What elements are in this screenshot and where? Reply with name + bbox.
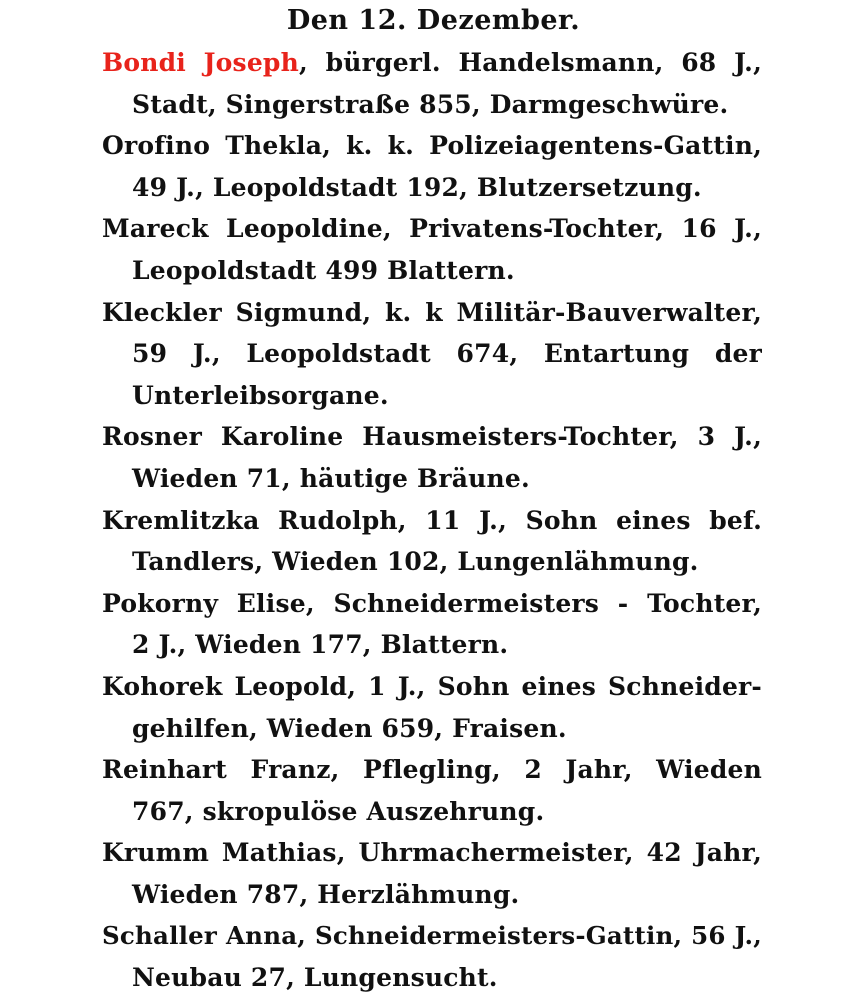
entry-line: Wieden 71, häutige Bräune. <box>132 463 530 493</box>
entry-line: Mareck Leopoldine, Privatens-Tochter, 16 J., <box>102 214 762 244</box>
entry-line: Orofino Thekla, k. k. Polizeiagentens-Gattin, <box>102 131 762 161</box>
entry-line: Kohorek Leopold, 1 J., Sohn eines Schneider- <box>102 671 762 701</box>
entry-line: Wieden 787, Herzlähmung. <box>132 879 520 909</box>
entry-line: Tandlers, Wieden 102, Lungenlähmung. <box>132 547 699 577</box>
entry-line: Krumm Mathias, Uhrmachermeister, 42 Jahr, <box>102 838 762 868</box>
register-entry <box>102 915 762 998</box>
entry-line: gehilfen, Wieden 659, Fraisen. <box>132 713 567 743</box>
entry-line: 2 J., Wieden 177, Blattern. <box>132 630 509 660</box>
entry-text: , bürgerl. Handelsmann, 68 J., <box>299 48 762 77</box>
date-heading: Den 12. Dezember. <box>286 5 581 36</box>
highlighted-name: Bondi Joseph <box>102 48 299 77</box>
entry-line <box>102 42 762 84</box>
entry-line: Pokorny Elise, Schneidermeisters - Tochter, <box>102 588 762 618</box>
register-entry <box>102 666 762 749</box>
register-entry <box>102 500 762 583</box>
entry-line: Reinhart Franz, Pflegling, 2 Jahr, Wieden <box>102 755 762 785</box>
register-entry <box>102 208 762 291</box>
entry-line: 767, skropulöse Auszehrung. <box>132 796 545 826</box>
register-entry <box>102 125 762 208</box>
death-register-list <box>102 42 762 999</box>
entry-line: 49 J., Leopoldstadt 192, Blutzersetzung. <box>132 172 702 202</box>
register-entry <box>102 832 762 915</box>
register-entry <box>102 749 762 832</box>
register-entry <box>102 416 762 499</box>
entry-line: Rosner Karoline Hausmeisters-Tochter, 3 J., <box>102 422 762 452</box>
entry-line: 59 J., Leopoldstadt 674, Entartung der <box>132 339 762 369</box>
entry-line: Schaller Anna, Schneidermeisters-Gattin, 56 J., <box>102 921 762 951</box>
register-entry <box>102 292 762 417</box>
entry-line: Kleckler Sigmund, k. k Militär-Bauverwalter, <box>102 297 762 327</box>
entry-line: Stadt, Singerstraße 855, Darmgeschwüre. <box>132 89 729 119</box>
entry-line: Unterleibsorgane. <box>132 380 389 410</box>
entry-line: Neubau 27, Lungensucht. <box>132 963 498 993</box>
register-entry <box>102 583 762 666</box>
entry-line: Kremlitzka Rudolph, 11 J., Sohn eines bef. <box>102 505 762 535</box>
register-entry <box>102 42 762 125</box>
entry-line: Leopoldstadt 499 Blattern. <box>132 255 515 285</box>
